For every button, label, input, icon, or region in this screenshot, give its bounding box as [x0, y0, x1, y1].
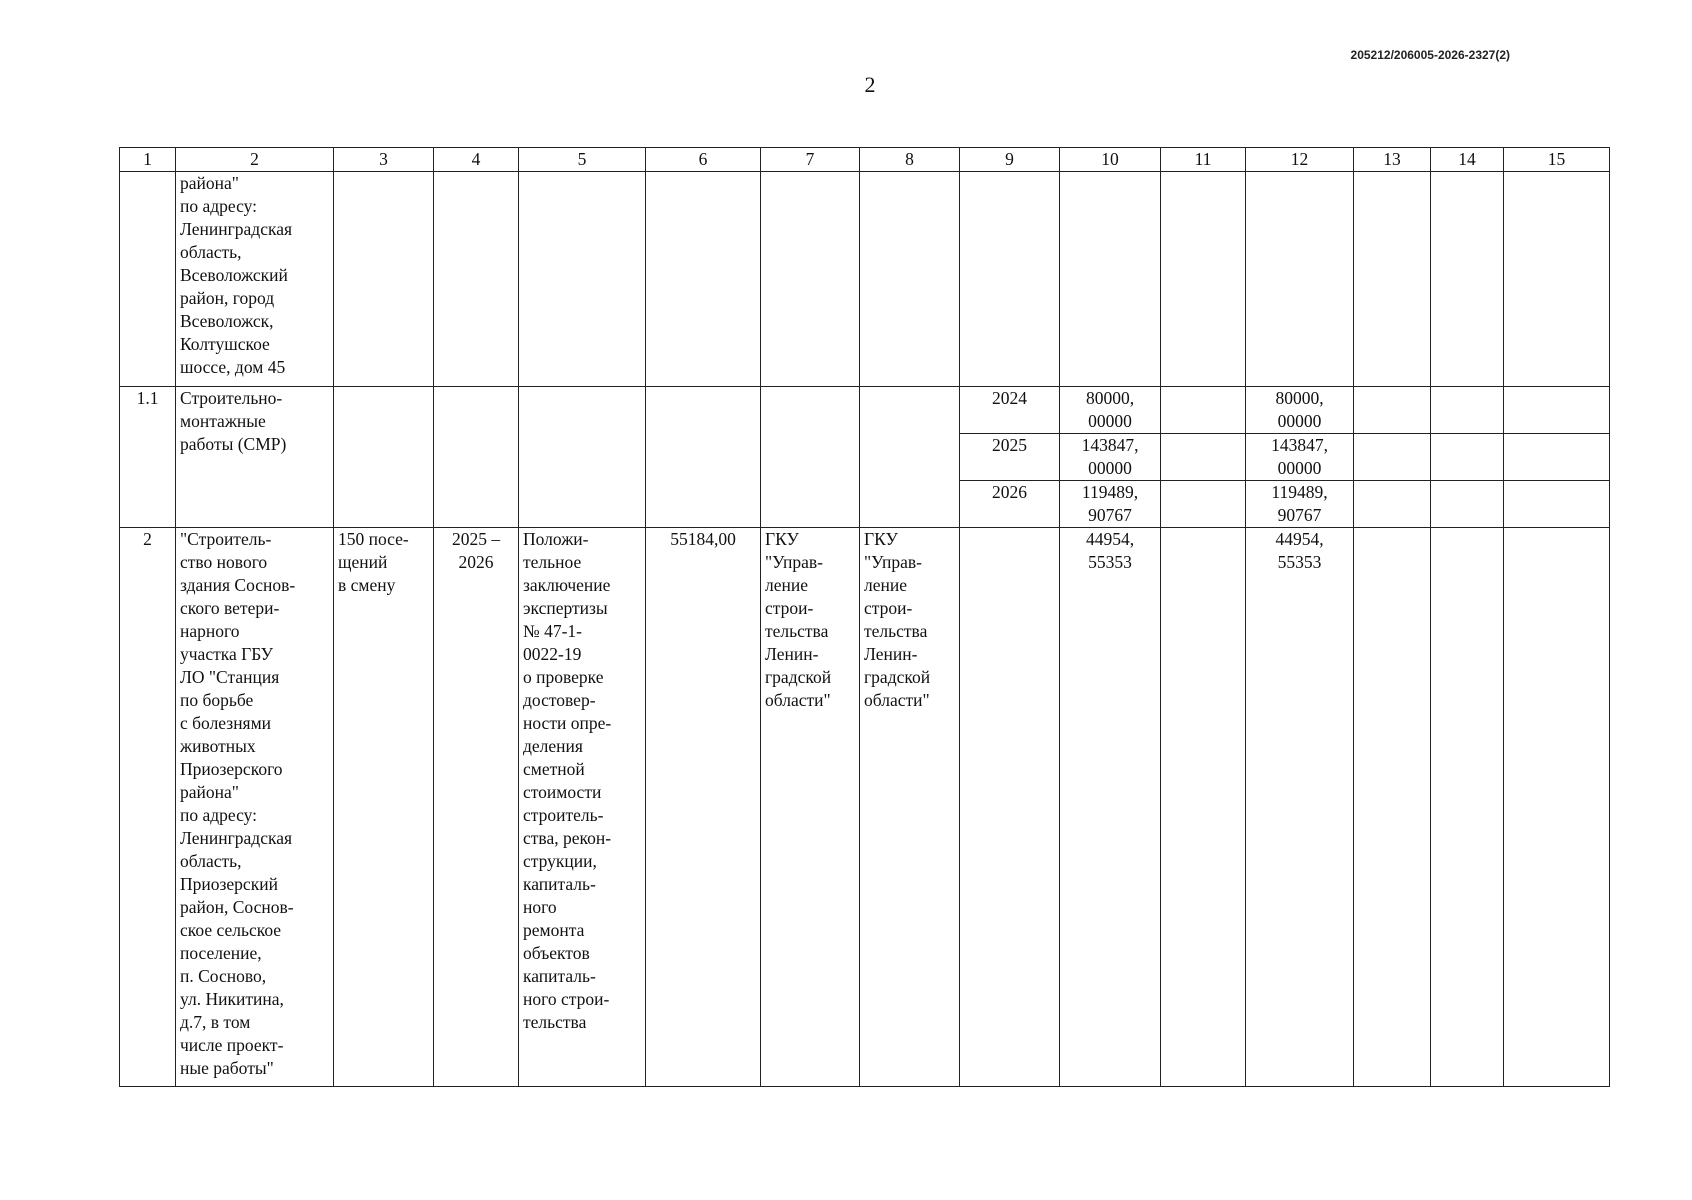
- developer-cell: ГКУ "Управ- ление строи- тельства Ленин- градской области": [860, 528, 960, 1087]
- amount-cell: 80000, 00000: [1060, 387, 1161, 434]
- amount-cell: 44954, 55353: [1246, 528, 1354, 1087]
- col-number: 9: [960, 148, 1060, 172]
- col-number: 15: [1504, 148, 1610, 172]
- year-cell: 2025: [960, 434, 1060, 481]
- col-number: 14: [1431, 148, 1504, 172]
- expert-conclusion-cell: Положи- тельное заключение экспертизы № 47-1- 0022-19 о проверке достовер- ности опре- деления сметной стоимости строитель- ства, рекон- струкции, капиталь- ного ремонта объектов капиталь- ного строи- тельства: [519, 528, 646, 1087]
- col-number: 3: [334, 148, 434, 172]
- col-number: 10: [1060, 148, 1161, 172]
- table-row-2: [120, 528, 1610, 1087]
- amount-cell: 143847, 00000: [1246, 434, 1354, 481]
- row-number-cell: 1.1: [120, 387, 176, 528]
- col-number: 6: [646, 148, 761, 172]
- col-number: 1: [120, 148, 176, 172]
- table-row-continuation: [120, 172, 1610, 387]
- col-number: 4: [434, 148, 519, 172]
- col-number: 5: [519, 148, 646, 172]
- row-number-cell: 2: [120, 528, 176, 1087]
- document-id: 205212/206005-2026-2327(2): [1350, 48, 1510, 62]
- col-number: 8: [860, 148, 960, 172]
- amount-cell: 143847, 00000: [1060, 434, 1161, 481]
- column-number-row: [120, 148, 1610, 172]
- col-number: 12: [1246, 148, 1354, 172]
- col-number: 7: [761, 148, 860, 172]
- page-number: 2: [864, 72, 876, 97]
- amount-cell: 119489, 90767: [1246, 481, 1354, 528]
- year-cell: 2026: [960, 481, 1060, 528]
- object-name-cell: "Строитель- ство нового здания Соснов- ского ветери- нарного участка ГБУ ЛО "Станция по борьбе с болезнями животных Приозерского района" по адресу: Ленинградская область, Приозерский район, Соснов- ское сельское поселение, п. Сосново, ул. Никитина, д.7, в том числе проект- ные работы": [176, 528, 334, 1087]
- period-cell: 2025 – 2026: [434, 528, 519, 1087]
- amount-cell: 119489, 90767: [1060, 481, 1161, 528]
- capacity-cell: 150 посе- щений в смену: [334, 528, 434, 1087]
- amount-cell: 44954, 55353: [1060, 528, 1161, 1087]
- col-number: 13: [1354, 148, 1431, 172]
- amount-cell: 80000, 00000: [1246, 387, 1354, 434]
- customer-cell: ГКУ "Управ- ление строи- тельства Ленин- градской области": [761, 528, 860, 1087]
- object-name-cell: Строительно- монтажные работы (СМР): [176, 387, 334, 528]
- year-cell: 2024: [960, 387, 1060, 434]
- object-name-cell: района" по адресу: Ленинградская область, Всеволожский район, город Всеволожск, Колтушское шоссе, дом 45: [176, 172, 334, 387]
- estimated-cost-cell: 55184,00: [646, 528, 761, 1087]
- col-number: 11: [1161, 148, 1246, 172]
- table-row-1-1-year-2024: [120, 387, 1610, 434]
- col-number: 2: [176, 148, 334, 172]
- object-table: [119, 147, 1610, 1087]
